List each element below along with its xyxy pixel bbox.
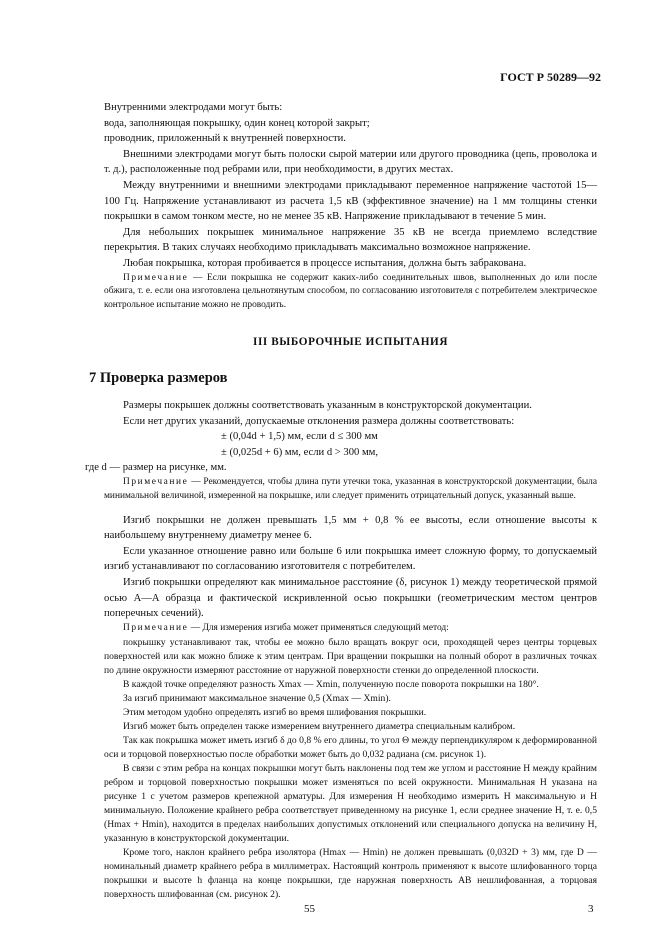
formula: ± (0,025d + 6) мм, если d > 300 мм, xyxy=(221,446,379,458)
note-text: — Для измерения изгиба может применяться следующий метод: xyxy=(188,622,449,633)
note-label: Примечание xyxy=(123,622,189,633)
paragraph: Этим методом удобно определять изгиб во время шлифования покрышки. xyxy=(123,706,427,718)
page-number-right: 3 xyxy=(588,903,594,915)
paragraph: покрышку устанавливают так, чтобы ее можно было вращать вокруг оси, проходящей через центры торцевых поверхностей или как можно ближе к этим центрам. При вращении покрышки на полный оборот в различных точках по длине окружности измеряют расстояние от наружной поверхности стенки до определенной плоскости. xyxy=(104,636,597,676)
clause-heading: 7 Проверка размеров xyxy=(89,369,228,386)
note-text: — Рекомендуется, чтобы длина пути утечки тока, указанная в конструкторской документации, была минимальной величиной, измеренной на покрышке, или следует применить отрицательный допуск, указанный выше. xyxy=(104,477,597,501)
paragraph: В каждой точке определяют разность Xmax — Xmin, полученную после поворота покрышки на 180°. xyxy=(123,678,539,690)
standard-header: ГОСТ Р 50289—92 xyxy=(500,70,601,84)
formula: ± (0,04d + 1,5) мм, если d ≤ 300 мм xyxy=(221,431,378,443)
paragraph: Между внутренними и внешними электродами прикладывают переменное напряжение частотой 15—100 Гц. Напряжение устанавливают из расчета 1,5 кВ (эффективное значение) на 1 мм толщины стенки покрышки в самом тонком месте, но не менее 35 кВ. Напряжение прикладывают в течение 5 мин. xyxy=(104,179,597,223)
paragraph: Кроме того, наклон крайнего ребра изолятора (Hmax — Hmin) не должен превышать (0,032D + 3) мм, где D — номинальный диаметр крайнего ребра в миллиметрах. Настоящий контроль применяют к высоте шлифованного торца покрышки и высоте h фланца на конце покрышки, где наружная поверхность AB нешлифованная, а торцовая поверхность шлифованная (см. рисунок 2). xyxy=(104,846,597,900)
paragraph: Изгиб покрышки определяют как минимальное расстояние (δ, рисунок 1) между теоретической прямой осью A—A образца и фактической искривленной осью покрышки (геометрическим местом центров поперечных сечений). xyxy=(104,577,597,620)
paragraph: где d — размер на рисунке, мм. xyxy=(85,462,227,474)
note xyxy=(104,272,597,313)
paragraph: Изгиб покрышки не должен превышать 1,5 мм + 0,8 % ее высоты, если отношение высоты к наибольшему внутреннему диаметру менее 6. xyxy=(104,514,597,542)
note xyxy=(104,622,597,636)
paragraph: В связи с этим ребра на концах покрышки могут быть наклонены под тем же углом и расстояние H между крайним ребром и торцовой поверхностью покрышки может изменяться по всей окружности. Минимальная H указана на рисунке 1 с учетом размеров крепежной арматуры. Для измерения H необходимо измерить H максимальную и H минимальную. Положение крайнего ребра соответствует приведенному на рисунке 1, если среднее значение H, т. е. 0,5 (Hmax + Hmin), находится в пределах наибольших допустимых отклонений или специального допуска на величину H, указанную в конструкторской документации. xyxy=(104,762,597,844)
paragraph: Любая покрышка, которая пробивается в процессе испытания, должна быть забракована. xyxy=(123,257,527,269)
paragraph: Если нет других указаний, допускаемые отклонения размера должны соответствовать: xyxy=(123,415,515,427)
page-number-center: 55 xyxy=(304,903,315,915)
note-text: — Если покрышка не содержит каких-либо соединительных швов, выполненных до или после обжига, т. е. если она изготовлена цельнотянутым способом, по согласованию изготовителя с потребителем электрическое контрольное испытание можно не проводить. xyxy=(104,272,597,311)
paragraph: За изгиб принимают максимальное значение 0,5 (Xmax — Xmin). xyxy=(123,692,391,704)
paragraph: проводник, приложенный к внутренней поверхности. xyxy=(104,133,346,145)
section-title: III ВЫБОРОЧНЫЕ ИСПЫТАНИЯ xyxy=(252,335,448,348)
note-label: Примечание xyxy=(123,477,189,488)
paragraph: Размеры покрышек должны соответствовать указанным в конструкторской документации. xyxy=(123,400,532,412)
paragraph: Если указанное отношение равно или больше 6 или покрышка имеет сложную форму, то допускаемый изгиб устанавливают по согласованию изготовителя с потребителем. xyxy=(104,545,597,573)
paragraph: Внешними электродами могут быть полоски сырой материи или другого проводника (цепь, проволока и т. д.), расположенные под ребрами или, при необходимости, в других местах. xyxy=(104,148,597,176)
paragraph: Внутренними электродами могут быть: xyxy=(104,102,283,113)
note-label: Примечание xyxy=(123,272,189,283)
paragraph: Так как покрышка может иметь изгиб δ до 0,8 % его длины, то угол Θ между перпендикуляром к деформированной оси и торцовой поверхностью после обработки может быть до 0,032 радиана (см. рисунок 1). xyxy=(104,734,597,760)
document-body xyxy=(85,100,597,902)
note xyxy=(104,476,597,504)
paragraph: вода, заполняющая покрышку, один конец которой закрыт; xyxy=(104,117,370,129)
paragraph: Изгиб может быть определен также измерением внутреннего диаметра специальным калибром. xyxy=(123,720,516,732)
paragraph: Для небольших покрышек минимальное напряжение 35 кВ не всегда приемлемо вследствие перекрытия. В таких случаях необходимо прикладывать максимально возможное напряжение. xyxy=(104,226,597,254)
